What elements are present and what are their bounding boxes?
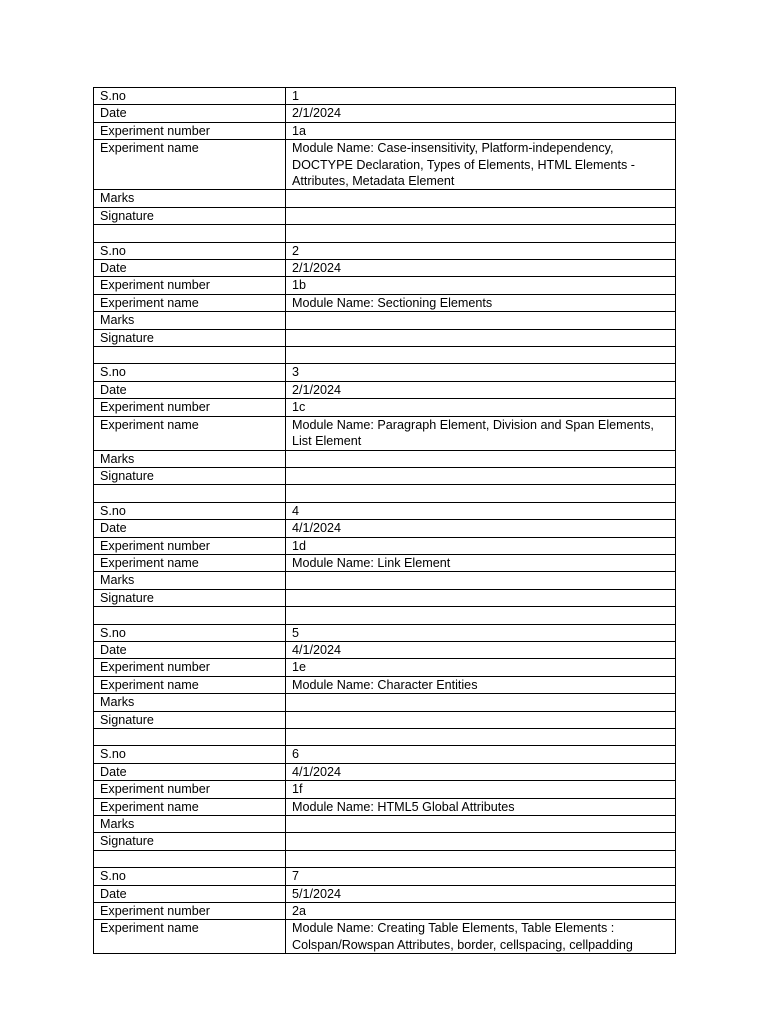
experiment-number-row — [94, 277, 676, 294]
experiment-name-row — [94, 798, 676, 815]
field-label: Experiment number — [94, 122, 286, 139]
separator-cell — [286, 485, 676, 502]
sno-value: 2 — [286, 242, 676, 259]
marks-row — [94, 312, 676, 329]
experiment-name-line: List Element — [292, 434, 362, 449]
experiment-name-value — [286, 294, 676, 311]
sno-row — [94, 502, 676, 519]
date-row — [94, 260, 676, 277]
sno-row — [94, 746, 676, 763]
field-label: Marks — [94, 694, 286, 711]
field-label: Experiment number — [94, 903, 286, 920]
sno-value: 1 — [286, 88, 676, 105]
sno-row — [94, 868, 676, 885]
date-value: 4/1/2024 — [286, 763, 676, 780]
experiment-name-line: Module Name: Sectioning Elements — [292, 295, 493, 310]
experiment-name-line: Module Name: Creating Table Elements, Table Elements : — [292, 921, 615, 936]
field-label: Experiment number — [94, 659, 286, 676]
experiment-name-line: Module Name: Character Entities — [292, 677, 478, 692]
field-label: Signature — [94, 207, 286, 224]
experiment-number-value: 2a — [286, 903, 676, 920]
experiment-name-row — [94, 416, 676, 450]
date-value: 2/1/2024 — [286, 260, 676, 277]
experiment-number-value: 1a — [286, 122, 676, 139]
separator-row — [94, 347, 676, 364]
experiment-number-value: 1b — [286, 277, 676, 294]
experiment-name-value — [286, 676, 676, 693]
experiment-name-line: DOCTYPE Declaration, Types of Elements, HTML Elements - — [292, 157, 635, 172]
experiment-name-row — [94, 554, 676, 571]
date-value: 2/1/2024 — [286, 381, 676, 398]
separator-cell — [94, 728, 286, 745]
experiment-number-value: 1d — [286, 537, 676, 554]
field-label: Date — [94, 885, 286, 902]
sno-row — [94, 88, 676, 105]
field-label: Signature — [94, 589, 286, 606]
field-label: S.no — [94, 868, 286, 885]
experiment-name-line: Module Name: Link Element — [292, 555, 451, 570]
signature-value — [286, 467, 676, 484]
field-label: Experiment name — [94, 676, 286, 693]
marks-value — [286, 815, 676, 832]
separator-row — [94, 485, 676, 502]
separator-cell — [286, 607, 676, 624]
signature-value — [286, 833, 676, 850]
experiment-name-line: Attributes, Metadata Element — [292, 174, 455, 189]
field-label: Signature — [94, 711, 286, 728]
separator-cell — [286, 728, 676, 745]
experiment-name-value — [286, 798, 676, 815]
field-label: Experiment number — [94, 537, 286, 554]
sno-row — [94, 624, 676, 641]
experiment-number-value: 1e — [286, 659, 676, 676]
date-value: 2/1/2024 — [286, 105, 676, 122]
field-label: S.no — [94, 746, 286, 763]
field-label: Marks — [94, 450, 286, 467]
experiment-name-value — [286, 554, 676, 571]
separator-cell — [286, 850, 676, 867]
experiment-number-row — [94, 903, 676, 920]
separator-row — [94, 225, 676, 242]
date-row — [94, 641, 676, 658]
field-label: Signature — [94, 329, 286, 346]
signature-row — [94, 589, 676, 606]
field-label: Date — [94, 260, 286, 277]
field-label: Experiment name — [94, 554, 286, 571]
experiment-number-row — [94, 781, 676, 798]
experiment-name-value — [286, 416, 676, 450]
field-label: Marks — [94, 572, 286, 589]
marks-value — [286, 572, 676, 589]
experiment-name-row — [94, 140, 676, 190]
field-label: Signature — [94, 833, 286, 850]
field-label: Experiment name — [94, 798, 286, 815]
experiment-number-row — [94, 399, 676, 416]
sno-value: 7 — [286, 868, 676, 885]
separator-cell — [286, 225, 676, 242]
experiment-number-row — [94, 659, 676, 676]
marks-value — [286, 694, 676, 711]
experiment-number-value: 1c — [286, 399, 676, 416]
experiment-name-value — [286, 140, 676, 190]
separator-cell — [94, 485, 286, 502]
marks-row — [94, 815, 676, 832]
marks-row — [94, 572, 676, 589]
experiment-name-row — [94, 676, 676, 693]
field-label: Signature — [94, 467, 286, 484]
signature-row — [94, 329, 676, 346]
separator-row — [94, 728, 676, 745]
experiment-name-row — [94, 920, 676, 954]
signature-row — [94, 207, 676, 224]
field-label: Experiment name — [94, 416, 286, 450]
signature-row — [94, 467, 676, 484]
marks-value — [286, 312, 676, 329]
signature-value — [286, 711, 676, 728]
field-label: S.no — [94, 624, 286, 641]
signature-value — [286, 589, 676, 606]
sno-value: 6 — [286, 746, 676, 763]
date-row — [94, 381, 676, 398]
date-value: 4/1/2024 — [286, 520, 676, 537]
field-label: Experiment number — [94, 781, 286, 798]
experiment-number-value: 1f — [286, 781, 676, 798]
signature-value — [286, 329, 676, 346]
separator-cell — [94, 850, 286, 867]
separator-cell — [94, 225, 286, 242]
date-row — [94, 763, 676, 780]
marks-value — [286, 450, 676, 467]
field-label: Experiment name — [94, 920, 286, 954]
field-label: S.no — [94, 242, 286, 259]
field-label: S.no — [94, 88, 286, 105]
experiment-name-line: Module Name: HTML5 Global Attributes — [292, 799, 515, 814]
marks-row — [94, 190, 676, 207]
field-label: Experiment number — [94, 399, 286, 416]
sno-value: 3 — [286, 364, 676, 381]
separator-cell — [94, 347, 286, 364]
sno-value: 4 — [286, 502, 676, 519]
field-label: Marks — [94, 815, 286, 832]
experiment-name-line: Module Name: Paragraph Element, Division and Span Elements, — [292, 417, 654, 432]
marks-row — [94, 694, 676, 711]
marks-row — [94, 450, 676, 467]
experiment-name-line: Colspan/Rowspan Attributes, border, cellspacing, cellpadding — [292, 937, 633, 952]
experiment-name-value — [286, 920, 676, 954]
field-label: Experiment name — [94, 140, 286, 190]
signature-value — [286, 207, 676, 224]
field-label: S.no — [94, 364, 286, 381]
date-row — [94, 520, 676, 537]
field-label: Date — [94, 763, 286, 780]
signature-row — [94, 833, 676, 850]
sno-value: 5 — [286, 624, 676, 641]
signature-row — [94, 711, 676, 728]
sno-row — [94, 242, 676, 259]
experiment-number-row — [94, 122, 676, 139]
date-row — [94, 105, 676, 122]
field-label: Marks — [94, 190, 286, 207]
field-label: Date — [94, 105, 286, 122]
experiment-name-line: Module Name: Case-insensitivity, Platform-independency, — [292, 141, 614, 156]
separator-cell — [94, 607, 286, 624]
field-label: Marks — [94, 312, 286, 329]
separator-cell — [286, 347, 676, 364]
experiment-table — [93, 87, 676, 954]
separator-row — [94, 850, 676, 867]
field-label: Experiment name — [94, 294, 286, 311]
separator-row — [94, 607, 676, 624]
marks-value — [286, 190, 676, 207]
date-row — [94, 885, 676, 902]
field-label: Date — [94, 641, 286, 658]
sno-row — [94, 364, 676, 381]
field-label: Experiment number — [94, 277, 286, 294]
field-label: Date — [94, 381, 286, 398]
field-label: S.no — [94, 502, 286, 519]
date-value: 5/1/2024 — [286, 885, 676, 902]
experiment-number-row — [94, 537, 676, 554]
field-label: Date — [94, 520, 286, 537]
experiment-index-sheet — [93, 87, 675, 954]
experiment-name-row — [94, 294, 676, 311]
date-value: 4/1/2024 — [286, 641, 676, 658]
